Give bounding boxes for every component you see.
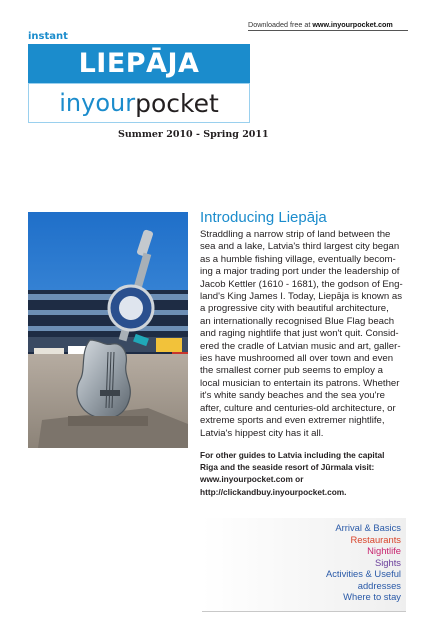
contents-list xyxy=(202,518,406,603)
contents-item[interactable]: Where to stay xyxy=(343,591,401,602)
contents-item[interactable]: Arrival & Basics xyxy=(335,522,401,533)
logo-city-banner xyxy=(28,44,250,83)
intro-line: ered the cradle of Latvian music and art, galler- xyxy=(200,340,401,352)
intro-line: Straddling a narrow strip of land between the xyxy=(200,229,391,240)
intro-line: an internationally recognised Blue Flag beach xyxy=(200,315,395,327)
logo-word-in: in xyxy=(59,89,82,117)
intro-line: and raging nightlife that just won't quit. Consid- xyxy=(200,328,399,340)
intro-line: after, culture and centuries-old architecture, or xyxy=(200,402,396,414)
contents-item[interactable]: Nightlife xyxy=(367,545,401,556)
contents-item[interactable]: Sights xyxy=(374,556,401,568)
logo-word-your: your xyxy=(81,89,136,117)
download-site-link[interactable]: www.inyourpocket.com xyxy=(312,20,393,29)
download-prefix: Downloaded free at xyxy=(248,20,313,29)
instant-label: instant xyxy=(28,31,68,42)
contents-item[interactable]: Activities & Useful xyxy=(325,568,401,579)
download-note xyxy=(248,20,408,31)
intro-line: ing a major trading port under the leadership of xyxy=(200,266,400,278)
other-guides-link[interactable]: www.inyourpocket.com or xyxy=(200,474,304,485)
contents-box xyxy=(202,518,406,612)
other-guides-line: For other guides to Latvia including the capital xyxy=(200,450,385,460)
intro-paragraph xyxy=(200,229,415,440)
intro-line: as a humble fishing village, eventually becom- xyxy=(200,253,396,265)
intro-line: sea and a lake, Latvia's third largest city began xyxy=(200,241,400,253)
intro-line: local musician to entertain its patrons. Whether xyxy=(200,377,400,389)
contents-item[interactable]: addresses xyxy=(357,579,401,591)
intro-line: the smallest corner pub seems to employ a xyxy=(200,365,383,377)
logo-wordmark xyxy=(28,83,250,123)
clickandbuy-link[interactable]: http://clickandbuy.inyourpocket.com. xyxy=(200,486,347,497)
logo-word-pocket: pocket xyxy=(135,88,219,118)
intro-line: land's King James I. Today, Liepāja is known as xyxy=(200,291,402,303)
intro-line: a progressive city with beautiful architecture, xyxy=(200,303,389,315)
other-guides-note xyxy=(200,449,415,498)
intro-heading: Introducing Liepāja xyxy=(200,209,327,226)
intro-line: extreme sports and even extremer nightlife, xyxy=(200,415,385,427)
intro-line: Latvia's hippest city has it all. xyxy=(200,427,324,439)
intro-line: ies have mushroomed all over town and even xyxy=(200,353,394,365)
guitar-sculpture-photo xyxy=(28,212,188,448)
intro-line: it's white sandy beaches and the sea you're xyxy=(200,390,385,402)
intro-line: Jacob Kettler (1610 - 1681), the godson of Eng- xyxy=(200,278,403,290)
contents-item[interactable]: Restaurants xyxy=(350,533,401,545)
other-guides-line: Riga and the seaside resort of Jūrmala visit: xyxy=(200,462,375,473)
logo-city-name: LIEPĀJA xyxy=(78,48,200,79)
season-subtitle: Summer 2010 - Spring 2011 xyxy=(118,129,269,140)
